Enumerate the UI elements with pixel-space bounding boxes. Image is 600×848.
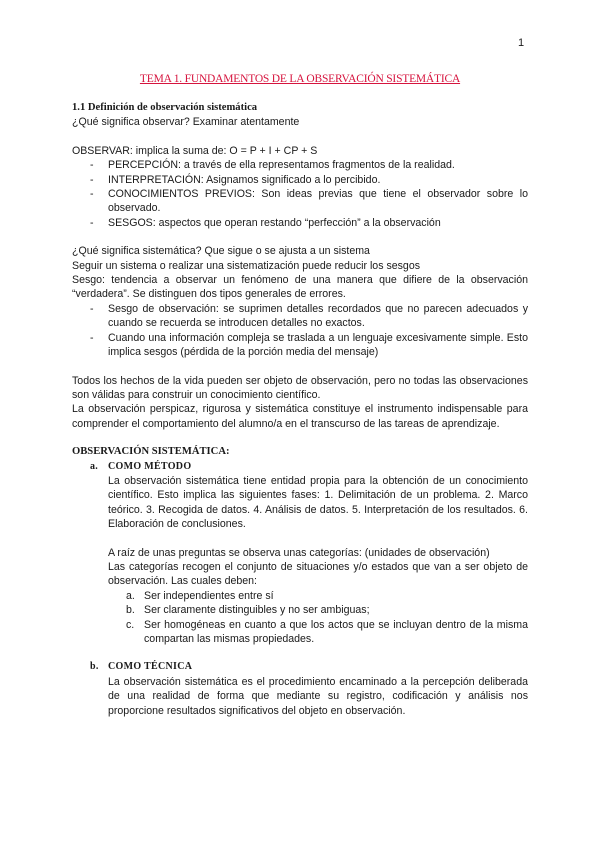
sistematizacion-line: Seguir un sistema o realizar una sistematización puede reducir los sesgos (72, 259, 421, 272)
observation-paragraph-2: La observación perspicaz, rigurosa y sistemática constituye el instrumento indispensable para comprender el comportamiento del alumno/a en el transcurso de las tareas de aprendizaje. (72, 403, 528, 430)
technique-paragraph: La observación sistemática es el procedimiento encaminado a la percepción deliberada de una realidad de forma que mediante su registro, codificación y análisis nos proporcione resultados significativos del objeto en observación. (108, 675, 528, 717)
list-item: - Cuando una información compleja se traslada a un lenguaje excesivamente simple. Esto implica sesgos (pérdida de la porción media del mensaje) (72, 331, 528, 360)
subsection-b-marker: b. (90, 661, 99, 673)
method-paragraph: La observación sistemática tiene entidad propia para la obtención de un conocimiento científico. Esto implica las siguientes fases: 1. Delimitación de un problema. 2. Marco teórico. 3. Recogida de datos. 4. Análisis de datos. 5. Interpretación de los resultados. 6. Elaboración de conclusiones. (108, 474, 528, 531)
subsection-a-title: COMO MÉTODO (108, 460, 192, 472)
subsection-a-heading (72, 460, 528, 474)
list-item: - Sesgo de observación: se suprimen detalles recordados que no parecen adecuados y cuando se recuerda se introducen detalles no exactos. (72, 302, 528, 331)
list-item: - INTERPRETACIÓN: Asignamos significado a lo percibido. (72, 173, 528, 187)
subsection-b-title: COMO TÉCNICA (108, 661, 193, 673)
subsection-b-heading (72, 660, 528, 674)
observar-question: ¿Qué significa observar? Examinar atentamente (72, 116, 300, 129)
list-marker: b. (126, 604, 135, 617)
list-marker: a. (126, 589, 135, 602)
observar-components-list (72, 158, 528, 230)
document-body (72, 101, 528, 718)
list-item (72, 589, 528, 603)
observation-paragraph-1: Todos los hechos de la vida pueden ser objeto de observación, pero no todas las observaciones son válidas para construir un conocimiento científico. (72, 374, 528, 401)
systematic-observation-heading: OBSERVACIÓN SISTEMÁTICA: (72, 446, 230, 458)
observar-formula: OBSERVAR: implica la suma de: O = P + I + CP + S (72, 144, 318, 157)
list-item: - PERCEPCIÓN: a través de ella representamos fragmentos de la realidad. (72, 158, 528, 172)
sesgo-definition: Sesgo: tendencia a observar un fenómeno de una manera que difiere de la observación “verdadera”. Se distinguen dos tipos generales de errores. (72, 274, 528, 301)
subsection-a-marker: a. (90, 460, 99, 472)
list-text: Ser claramente distinguibles y no ser ambiguas; (144, 604, 370, 617)
categories-paragraph: Las categorías recogen el conjunto de situaciones y/o estados que van a ser objeto de observación. Las cuales deben: (108, 560, 528, 588)
list-item (72, 618, 528, 647)
list-text: Ser homogéneas en cuanto a que los actos que se incluyan dentro de la misma compartan las mismas propiedades. (144, 618, 528, 645)
list-marker: c. (126, 618, 135, 631)
categories-intro: A raíz de unas preguntas se observa unas categorías: (unidades de observación) (108, 546, 490, 559)
list-item: - CONOCIMIENTOS PREVIOS: Son ideas previas que tiene el observador sobre lo observado. (72, 187, 528, 216)
section-heading-1-1: 1.1 Definición de observación sistemática (72, 102, 258, 113)
page-number: 1 (518, 37, 525, 49)
sistematica-question: ¿Qué significa sistemática? Que sigue o se ajusta a un sistema (72, 245, 370, 258)
list-item: - SESGOS: aspectos que operan restando “perfección” a la observación (72, 216, 528, 230)
categories-requirements-list (72, 589, 528, 647)
sesgo-types-list (72, 302, 528, 360)
document-title: TEMA 1. FUNDAMENTOS DE LA OBSERVACIÓN SISTEMÁTICA (139, 73, 461, 85)
list-text: Ser independientes entre sí (144, 589, 274, 602)
list-item (72, 603, 528, 617)
